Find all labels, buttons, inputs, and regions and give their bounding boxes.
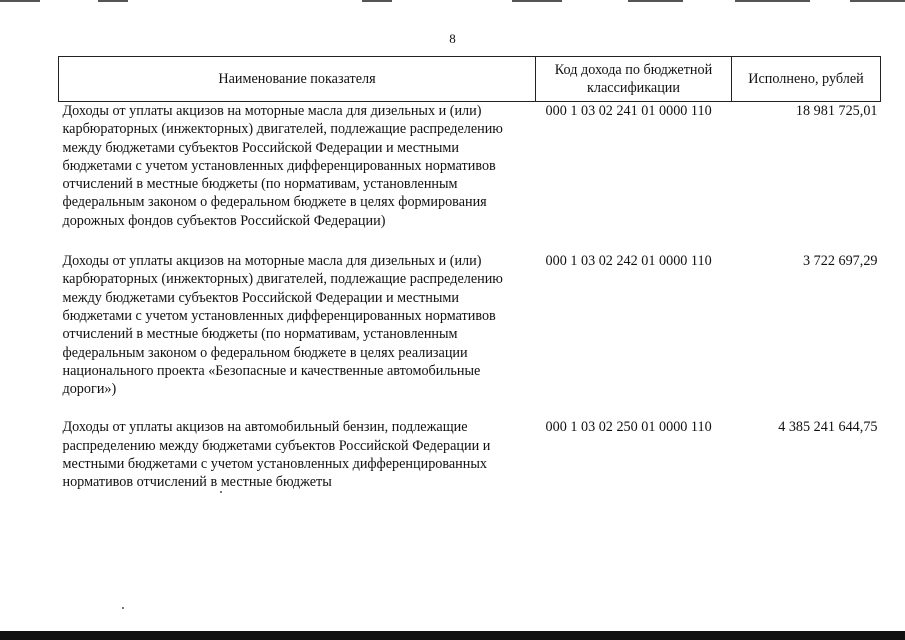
scan-speck: [220, 491, 222, 493]
scan-speck: [122, 607, 124, 609]
executed-amount: 4 385 241 644,75: [778, 419, 878, 436]
indicator-name: Доходы от уплаты акцизов на моторные масла для дизельных и (или) карбюраторных (инжекторных) двигателей, подлежащие распределению между бюджетами субъектов Российской Федерации и местными бюджетами с учетом установленных дифференцированных нормативов отчислений в местные бюджеты (по нормативам, установленным федеральным законом о федеральном бюджете в целях реализации национального проекта «Безопасные и качественные автомобильные дороги»): [62, 253, 503, 398]
header-executed-amount: Исполнено, рублей: [732, 57, 881, 102]
scan-edge-bottom: [0, 631, 905, 640]
indicator-name: Доходы от уплаты акцизов на моторные масла для дизельных и (или) карбюраторных (инжекторных) двигателей, подлежащие распределению между бюджетами субъектов Российской Федерации и местными бюджетами с учетом установленных дифференцированных нормативов отчислений в местные бюджеты (по нормативам, установленным федеральным законом о федеральном бюджете в целях формирования дорожных фондов субъектов Российской Федерации): [62, 103, 503, 229]
revenue-code: 000 1 03 02 241 01 0000 110: [545, 103, 712, 119]
scan-mark: [98, 0, 128, 2]
table-row: [59, 418, 881, 491]
scan-mark: [512, 0, 562, 2]
executed-amount: 3 722 697,29: [803, 253, 878, 270]
revenue-code: 000 1 03 02 242 01 0000 110: [545, 253, 712, 270]
executed-amount: 18 981 725,01: [795, 103, 878, 119]
table-row: [59, 252, 881, 418]
revenue-code: 000 1 03 02 250 01 0000 110: [545, 419, 712, 436]
table-row: [59, 102, 881, 253]
scan-mark: [628, 0, 683, 2]
revenue-table: [58, 56, 881, 492]
scan-mark: [0, 0, 40, 2]
header-revenue-code: Код дохода по бюджетной классификации: [536, 57, 732, 102]
header-indicator-name: Наименование показателя: [59, 57, 536, 102]
indicator-name: Доходы от уплаты акцизов на автомобильный бензин, подлежащие распределению между бюджетами субъектов Российской Федерации и местными бюджетами с учетом установленных дифференцированных нормативов отчислений в местные бюджеты: [62, 419, 491, 491]
scan-mark: [850, 0, 905, 2]
scan-mark: [735, 0, 810, 2]
scan-edge-top: [0, 0, 905, 3]
scan-mark: [362, 0, 392, 2]
page-number: 8: [449, 31, 456, 46]
table-header-row: [59, 57, 881, 102]
